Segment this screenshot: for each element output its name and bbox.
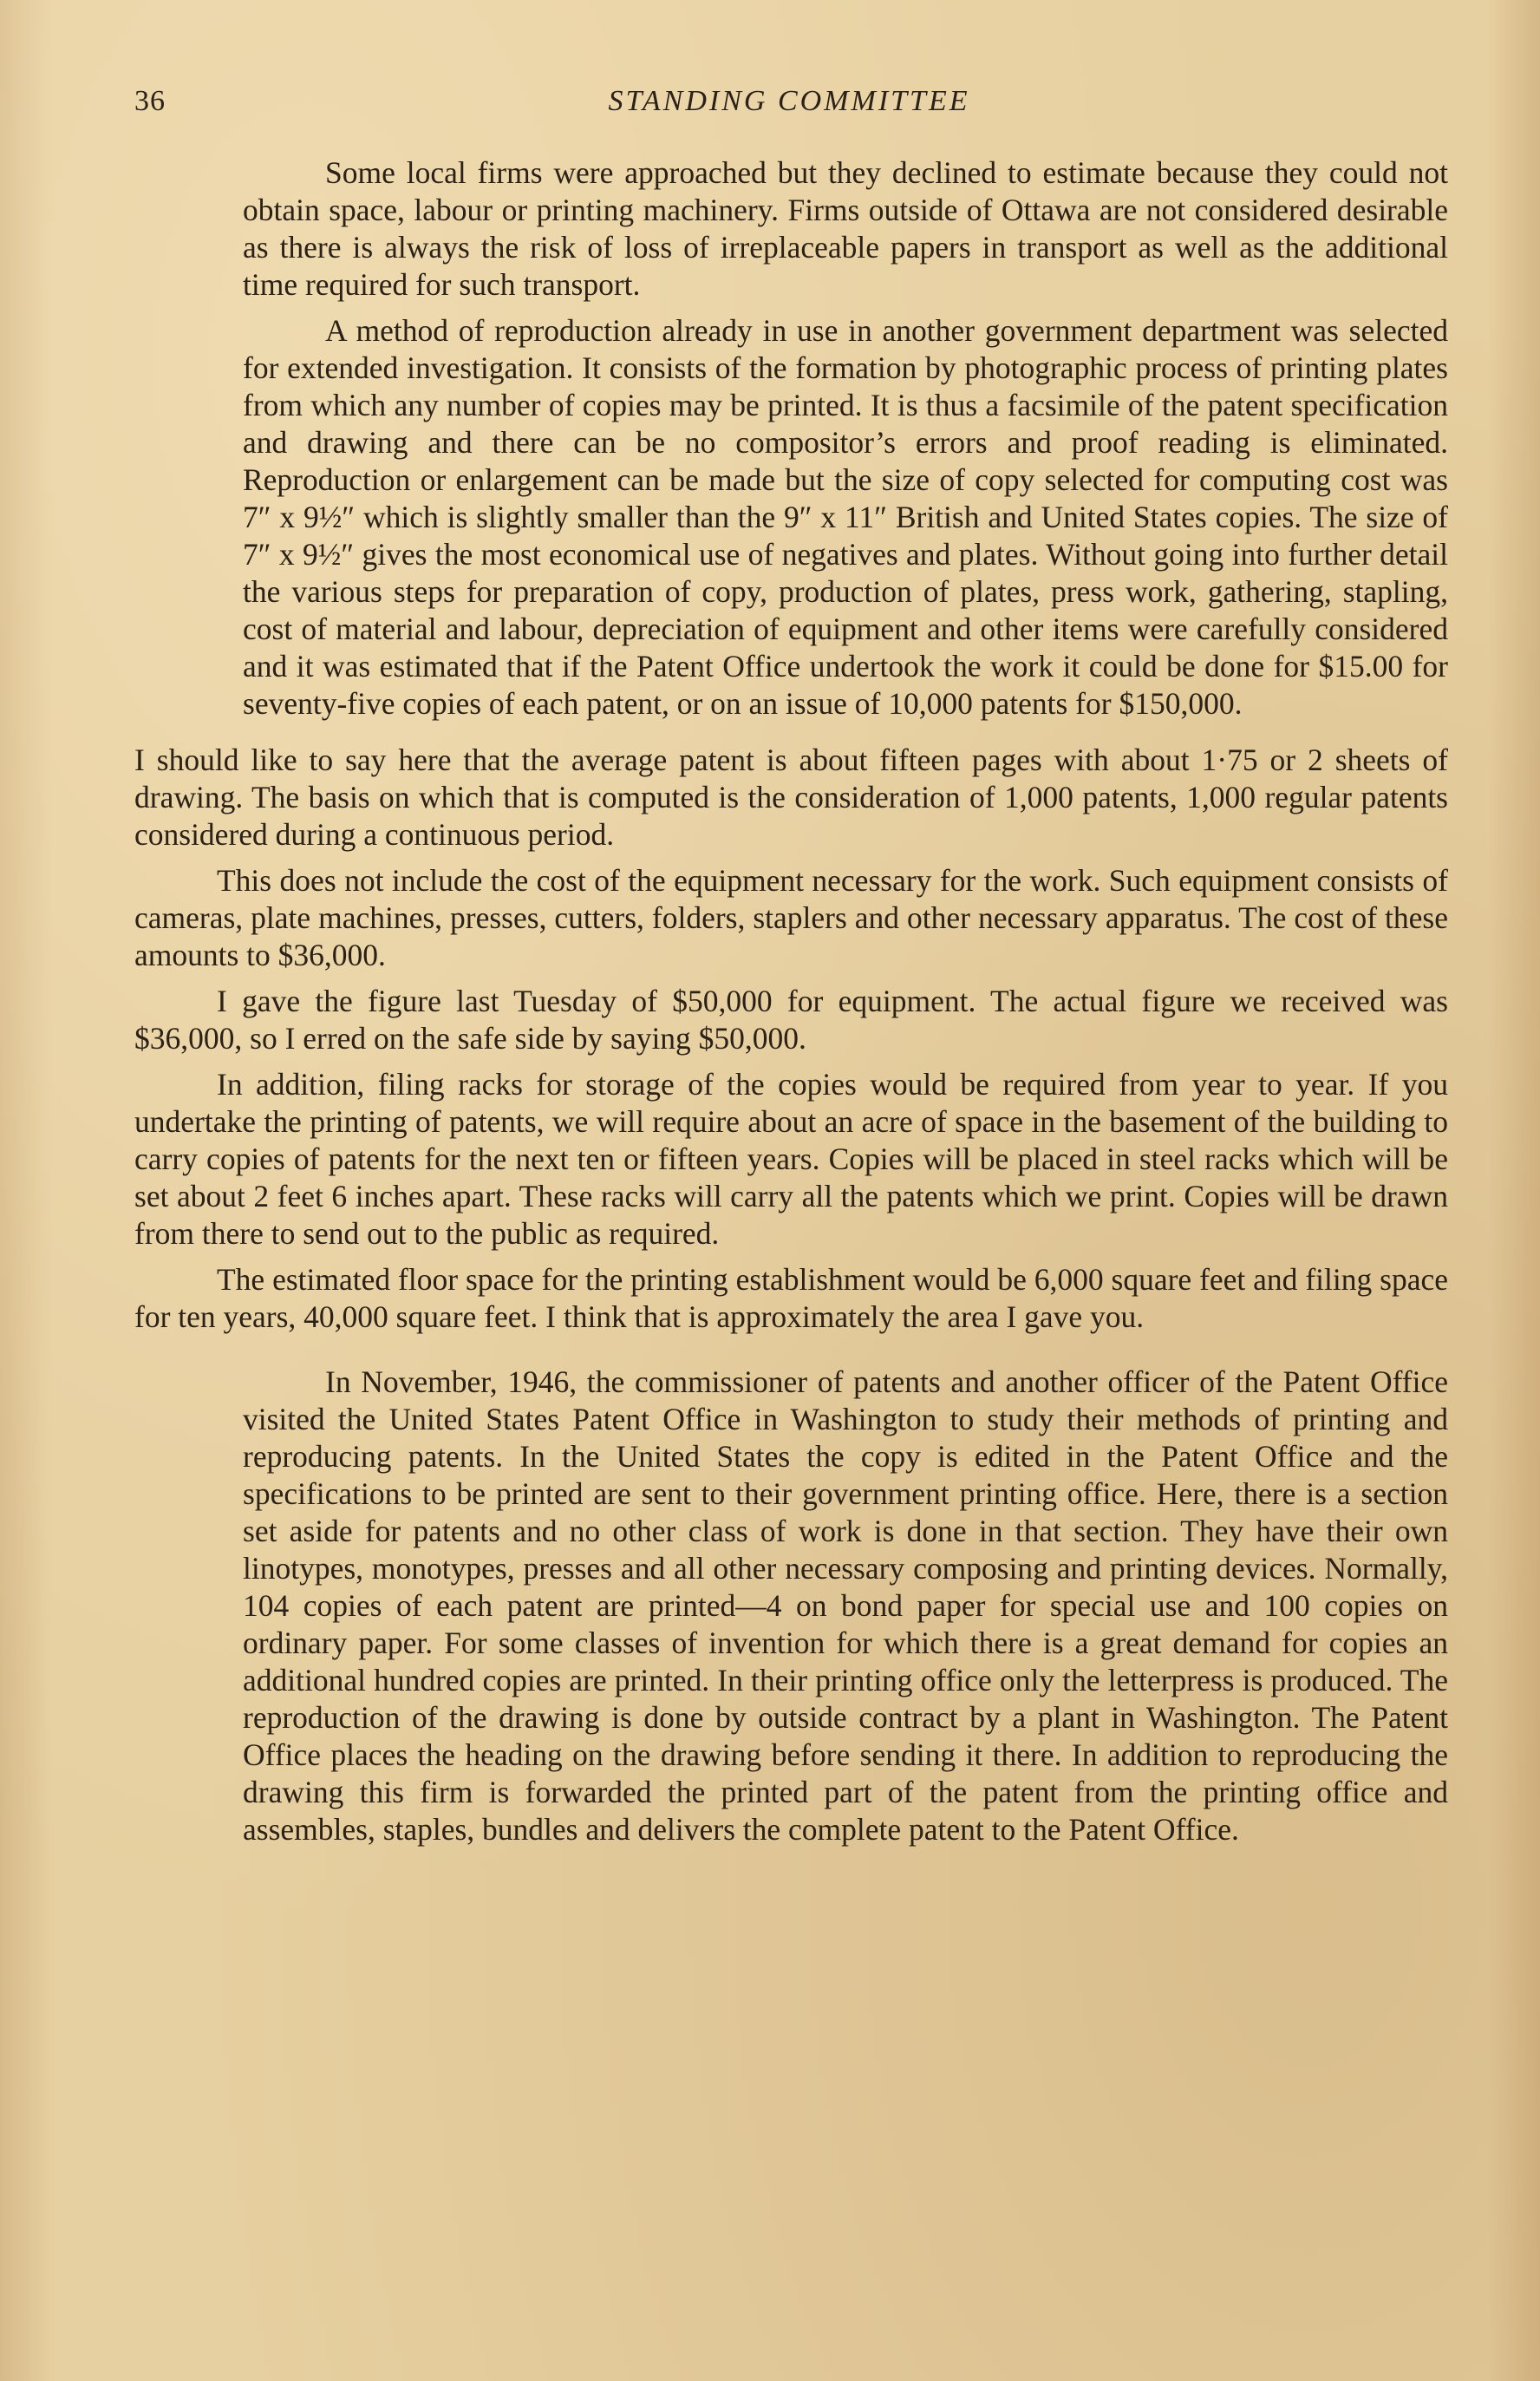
body-text [134, 154, 1448, 1848]
paragraph-floor-space: The estimated floor space for the printing establishment would be 6,000 square feet and filing space for ten years, 40,000 square feet. I think that is approximately the area I gave you. [134, 1262, 1448, 1334]
paragraph-reproduction-method: A method of reproduction already in use in another government department was selected for extended investigation. It consists of the formation by photographic process of printing plates from which any number of copies may be printed. It is thus a facsimile of the patent specification and drawing and there can be no compositor’s errors and proof reading is eliminated. Reproduction or enlargement can be made but the size of copy selected for computing cost was 7″ x 9½″ which is slightly smaller than the 9″ x 11″ British and United States copies. The size of 7″ x 9½″ gives the most economical use of negatives and plates. Without going into further detail the various steps for preparation of copy, production of plates, press work, gathering, stapling, cost of material and labour, depreciation of equipment and other items were carefully considered and it was estimated that if the Patent Office undertook the work it could be done for $15.00 for seventy-five copies of each patent, or on an issue of 10,000 patents for $150,000. [243, 313, 1448, 721]
paragraph-us-patent-office: In November, 1946, the commissioner of patents and another officer of the Patent Office visited the United States Patent Office in Washington to study their methods of printing and reproducing patents. In the United States the copy is edited in the Patent Office and the specifications to be printed are sent to their government printing office. Here, there is a section set aside for patents and no other class of work is done in that section. They have their own linotypes, monotypes, presses and all other necessary composing and printing devices. Normally, 104 copies of each patent are printed—4 on bond paper for special use and 100 copies on ordinary paper. For some classes of invention for which there is a great demand for copies an additional hundred copies are printed. In their printing office only the letterpress is produced. The reproduction of the drawing is done by outside contract by a plant in Washington. The Patent Office places the heading on the drawing before sending it there. In addition to reproducing the drawing this firm is forwarded the printed part of the patent from the printing office and assembles, staples, bundles and delivers the complete patent to the Patent Office. [243, 1364, 1448, 1847]
paragraph-filing-racks: In addition, filing racks for storage of the copies would be required from year to year. If you undertake the printing of patents, we will require about an acre of space in the basement of the building to carry copies of patents for the next ten or fifteen years. Copies will be placed in steel racks which will be set about 2 feet 6 inches apart. These racks will carry all the patents which we print. Copies will be drawn from there to send out to the public as required. [134, 1067, 1448, 1251]
running-title: STANDING COMMITTEE [608, 85, 970, 117]
paragraph-average-patent: I should like to say here that the average patent is about fifteen pages with about 1·75 or 2 sheets of drawing. The basis on which that is computed is the consideration of 1,000 patents, 1,000 regular patents considered during a continuous period. [134, 742, 1448, 852]
running-head [134, 85, 1444, 128]
paragraph-figure-correction: I gave the figure last Tuesday of $50,000 for equipment. The actual figure we received was $36,000, so I erred on the safe side by saying $50,000. [134, 984, 1448, 1056]
paragraph-local-firms: Some local firms were approached but they declined to estimate because they could not obtain space, labour or printing machinery. Firms outside of Ottawa are not considered desirable as there is always the risk of loss of irreplaceable papers in transport as well as the additional time required for such transport. [243, 155, 1448, 302]
paragraph-equipment-cost: This does not include the cost of the equipment necessary for the work. Such equipment consists of cameras, plate machines, presses, cutters, folders, staplers and other necessary apparatus. The cost of these amounts to $36,000. [134, 863, 1448, 972]
page-number: 36 [134, 85, 166, 117]
